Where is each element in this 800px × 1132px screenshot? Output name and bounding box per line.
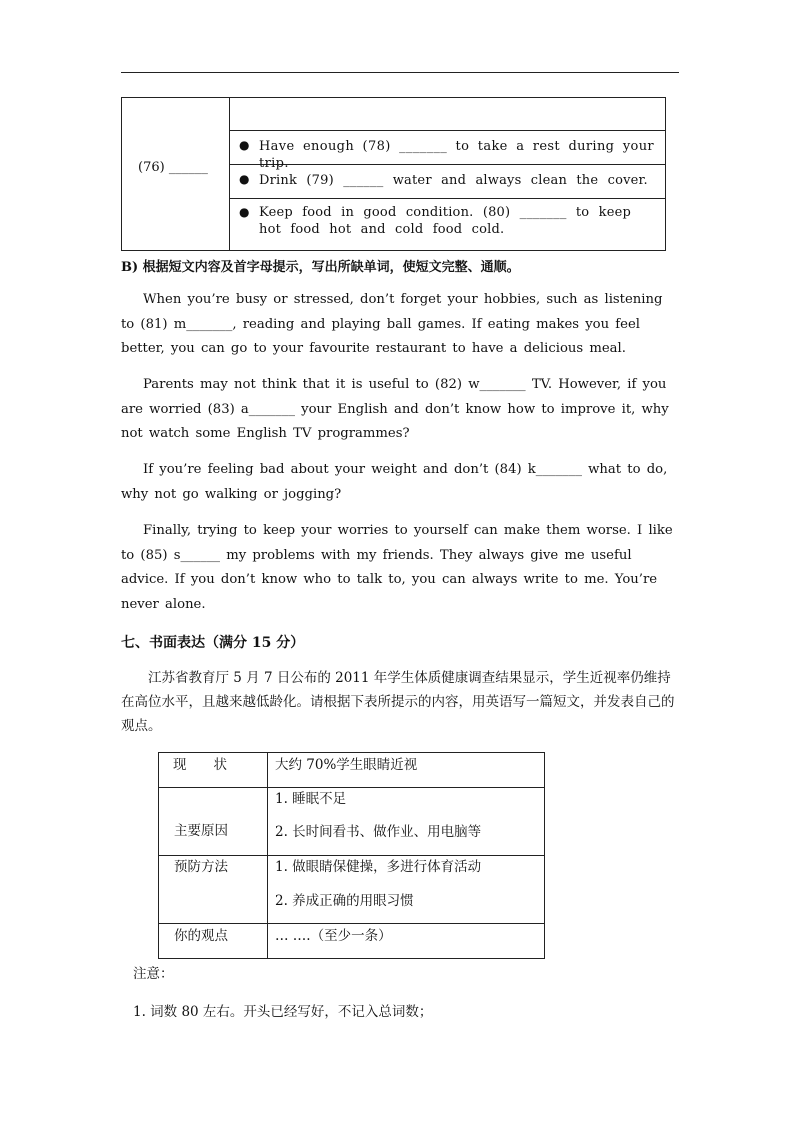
table-row-empty [230, 98, 665, 131]
writing-prompt: 江苏省教育厅 5 月 7 日公布的 2011 年学生体质健康调查结果显示，学生近视率仍维持在高位水平，且越来越低龄化。请根据下表所提示的内容，用英语写一篇短文，并发表自己的观点。 [121, 670, 675, 734]
passage-paragraph: If you’re feeling bad about your weight and don’t (84) k_______ what to do, why not go walking or jogging? [121, 462, 668, 502]
bullet-icon: ● [239, 205, 250, 219]
prevention-label: 预防方法 [174, 859, 228, 875]
passage-paragraph: Finally, trying to keep your worries to yourself can make them worse. I like to (85) s______ my problems with my friends. They always give me useful advice. If you don’t know who to talk to, you can always write to me. You’re never alone. [121, 523, 673, 612]
section-7-heading: 七、书面表达（满分 15 分） [121, 635, 305, 651]
myopia-table [158, 752, 545, 959]
table-row [230, 131, 665, 171]
table-left-cell [122, 98, 230, 250]
status-value: 大约 70%学生眼睛近视 [275, 757, 418, 773]
tip-79: Drink (79) ______ water and always clean the cover. [259, 173, 648, 188]
passage-paragraph: Parents may not think that it is useful to (82) w_______ TV. However, if you are worried (83) a_______ your English and don’t know how to improve it, why not watch some English TV programmes? [121, 377, 669, 441]
opinion-value: … ….（至少一条） [275, 928, 392, 944]
bullet-icon: ● [239, 172, 250, 186]
tip-78: Have enough (78) _______ to take a rest during your trip. [259, 139, 654, 171]
table-row [230, 199, 665, 251]
section-b-heading: B) 根据短文内容及首字母提示，写出所缺单词，使短文完整、通顺。 [121, 260, 520, 275]
note-label: 注意： [133, 966, 174, 982]
header-rule [121, 72, 679, 73]
tip-80: Keep food in good condition. (80) _______ to keep hot food hot and cold food cold. [259, 205, 632, 237]
note-item: 1. 词数 80 左右。开头已经写好，不记入总词数； [133, 1004, 433, 1020]
table-divider [159, 855, 544, 856]
table-divider [159, 787, 544, 788]
cause-item: 1. 睡眠不足 [275, 791, 347, 807]
table-divider [159, 923, 544, 924]
bullet-icon: ● [239, 138, 250, 152]
prevention-item: 1. 做眼睛保健操，多进行体育活动 [275, 859, 482, 875]
prevention-item: 2. 养成正确的用眼习惯 [275, 893, 414, 909]
opinion-label: 你的观点 [174, 928, 228, 944]
table-row [230, 165, 665, 199]
passage-paragraph: When you’re busy or stressed, don’t forget your hobbies, such as listening to (81) m_______, reading and playing ball games. If eating makes you feel better, you can go to your favourite restaurant to have a delicious meal. [121, 292, 663, 356]
cause-item: 2. 长时间看书、做作业、用电脑等 [275, 824, 482, 840]
blank-76: (76) ______ [138, 160, 208, 175]
causes-label: 主要原因 [174, 823, 228, 839]
status-label: 现 状 [173, 757, 227, 773]
health-tips-table [121, 97, 666, 251]
